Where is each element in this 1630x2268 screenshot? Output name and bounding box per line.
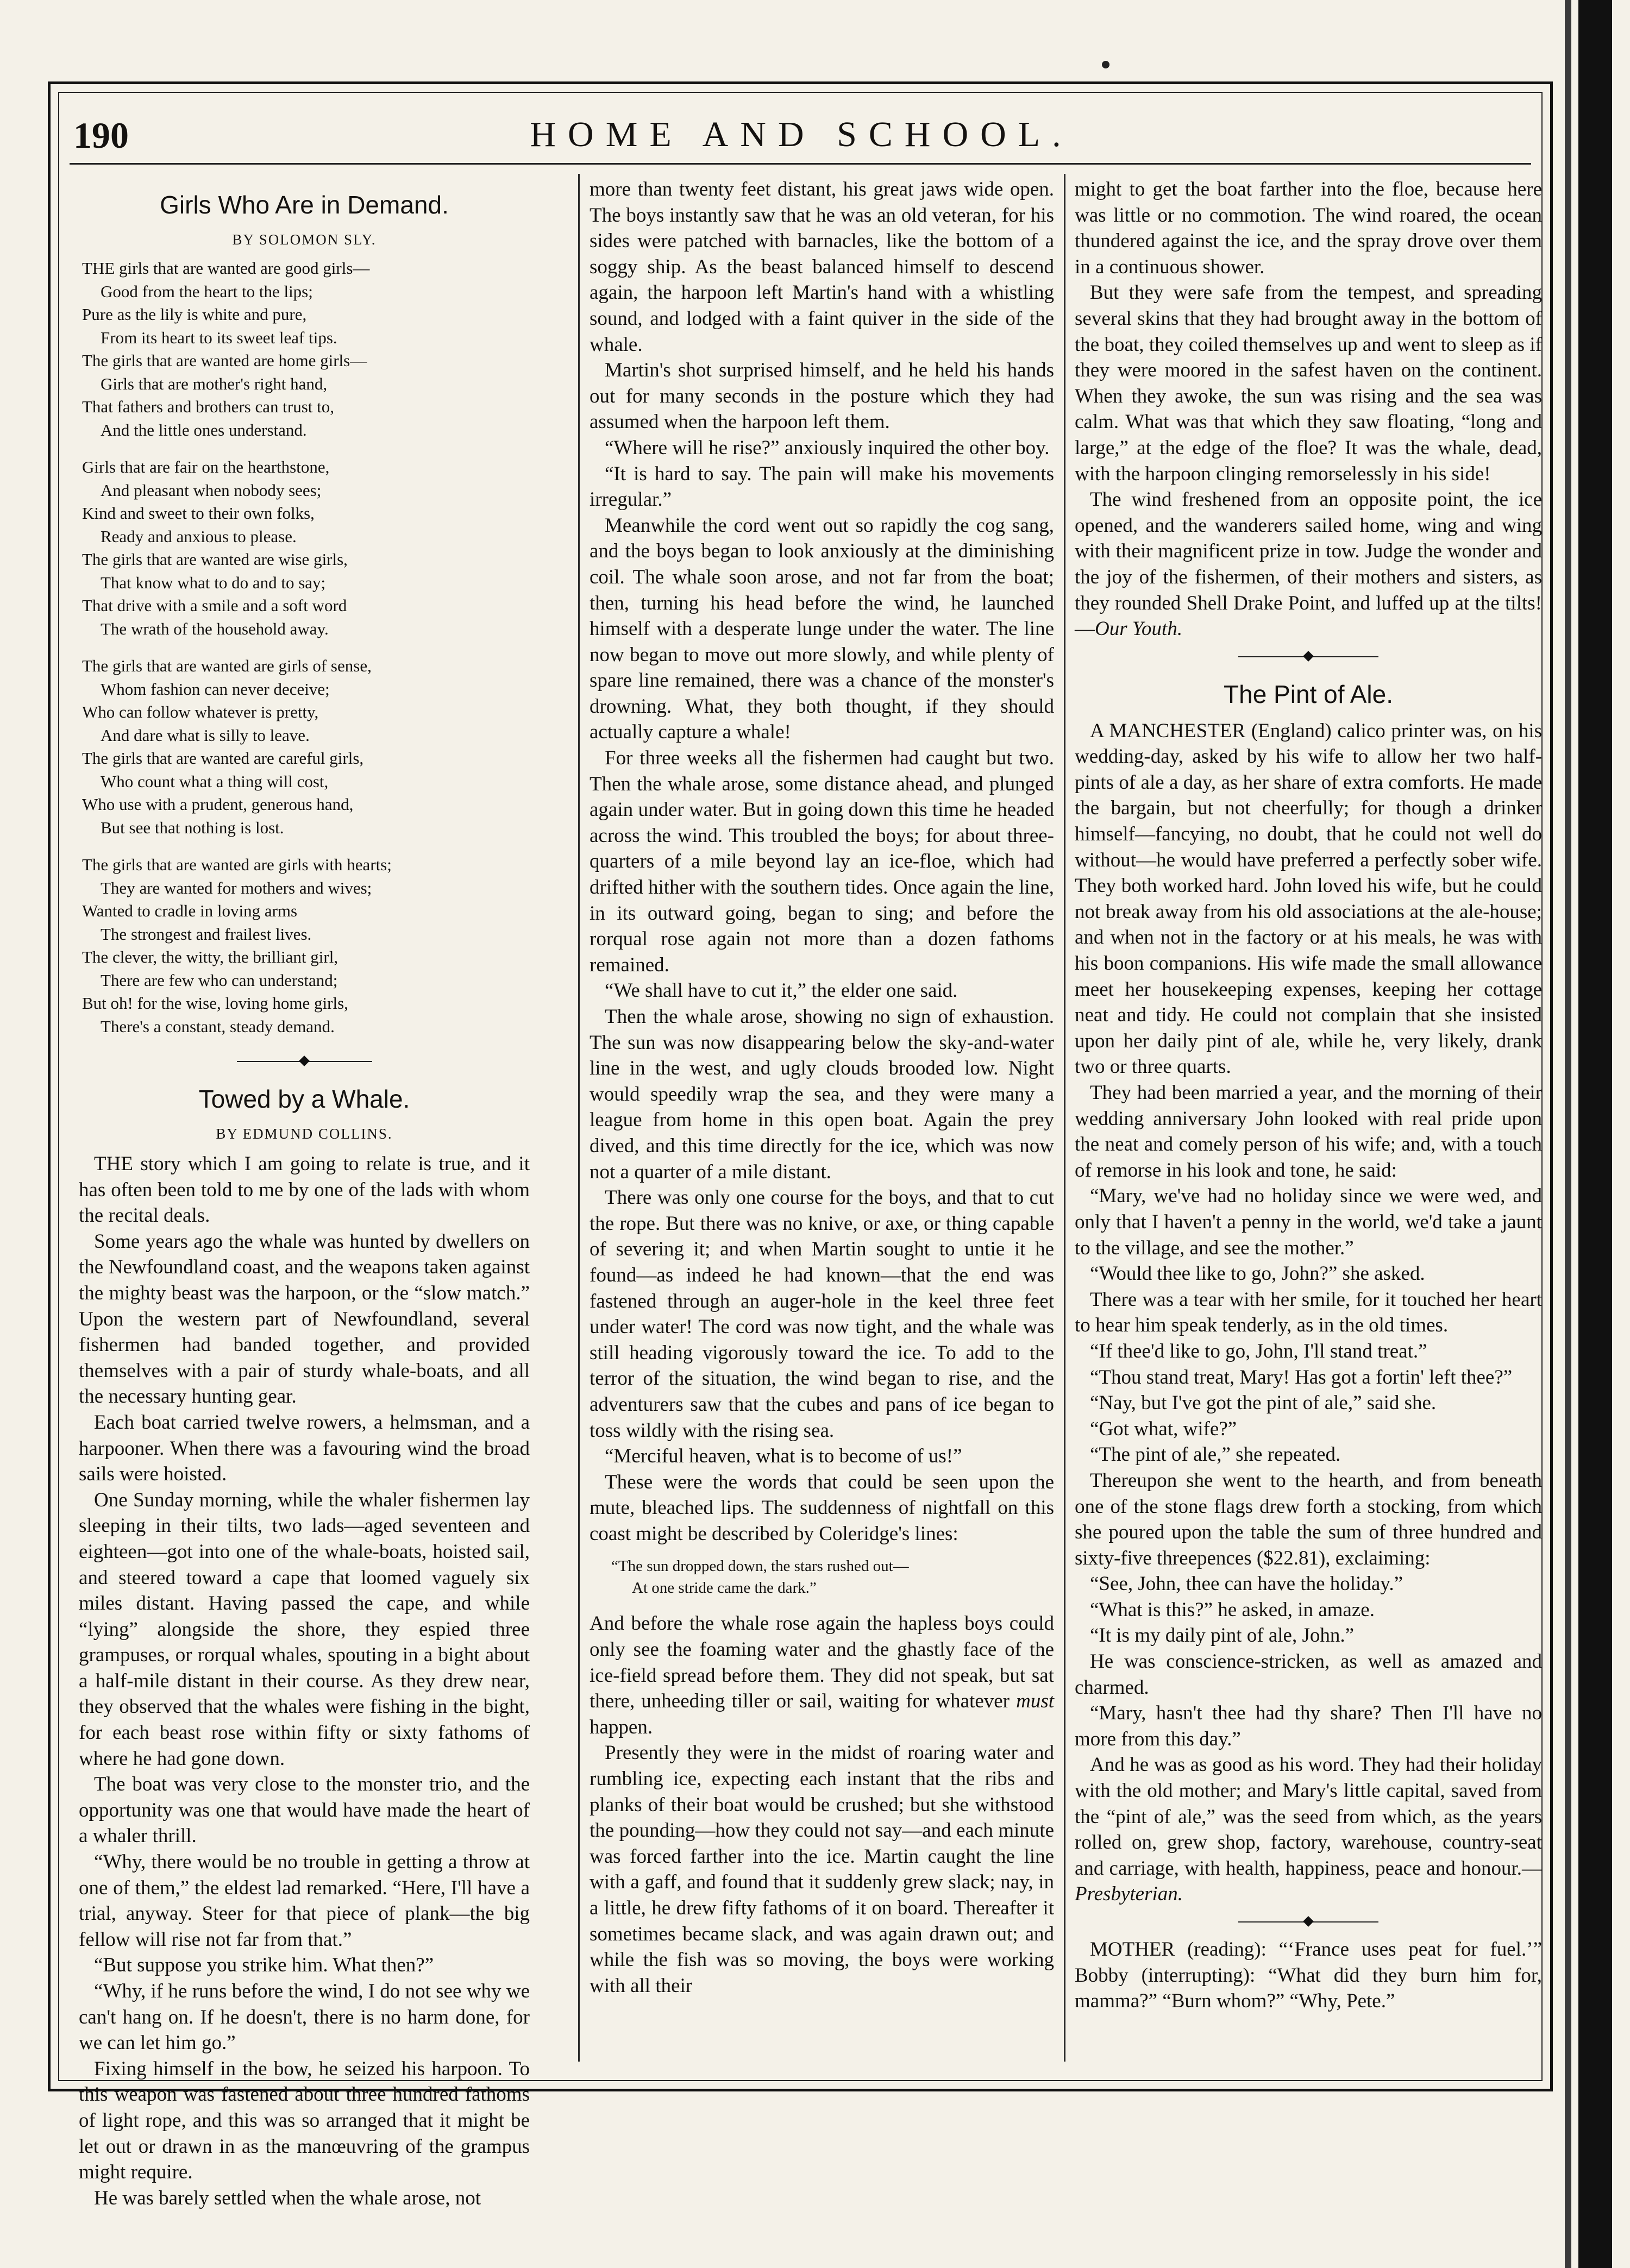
column-2 <box>590 177 1054 2072</box>
source-credit: Presbyterian. <box>1075 1883 1183 1906</box>
paragraph: Each boat carried twelve rowers, a helmsman, and a harpooner. When there was a favouring wind the broad sails were hoisted. <box>79 1411 530 1486</box>
poem-line: Whom fashion can never deceive; <box>101 679 330 699</box>
article-byline: BY SOLOMON SLY. <box>232 231 377 248</box>
paragraph: There was a tear with her smile, for it touched her heart to hear him speak tenderly, as in the old times. <box>1075 1288 1542 1337</box>
paragraph: “The pint of ale,” she repeated. <box>1090 1443 1341 1466</box>
section-divider <box>79 1052 530 1071</box>
printer-mark <box>1102 61 1109 68</box>
poem-line: The clever, the witty, the brilliant girl, <box>82 947 338 966</box>
paragraph: And before the whale rose again the hapless boys could only see the foaming water and the ghastly face of the ice-field spread before them. They did not speak, but sat there, unheeding tiller or sail, waiting for whatever must happen. <box>590 1612 1054 1738</box>
article-title: Towed by a Whale. <box>198 1085 410 1113</box>
poem-line: That drive with a smile and a soft word <box>82 596 347 615</box>
paragraph: Fixing himself in the bow, he seized his harpoon. To this weapon was fastened about three hundred fathoms of light rope, and this was so arranged that it might be let out or drawn in as the manœuvring of the grampus might require. <box>79 2057 530 2184</box>
paragraph: And he was as good as his word. They had their holiday with the old mother; and Mary's little capital, saved from the “pint of ale,” was the seed from which, as the years rolled on, grew shop, factory, warehouse, country-seat and carriage, with health, happiness, peace and honour.—Presbyterian. <box>1075 1754 1542 1906</box>
binding-spine <box>1578 0 1612 2268</box>
paragraph: Some years ago the whale was hunted by dwellers on the Newfoundland coast, and the weapons taken against the mighty beast was the harpoon, or the “slow match.” Upon the western part of Newfoundland, several fishermen had banded together, and provided themselves with a pair of sturdy whale-boats, and all the necessary hunting gear. <box>79 1230 530 1408</box>
poem-line: Who use with a prudent, generous hand, <box>82 795 354 814</box>
poem-line: Girls that are fair on the hearthstone, <box>82 457 330 476</box>
paragraph: “Got what, wife?” <box>1090 1417 1237 1440</box>
poem-line: That fathers and brothers can trust to, <box>82 397 334 416</box>
poem-line: The girls that are wanted are home girls— <box>82 351 367 370</box>
poem-line: The girls that are wanted are girls with hearts; <box>82 855 392 874</box>
paragraph: THE story which I am going to relate is true, and it has often been told to me by one of the lads with whom the recital deals. <box>79 1153 530 1227</box>
paragraph: “Thou stand treat, Mary! Has got a fortin' left thee?” <box>1090 1366 1513 1389</box>
page-header <box>73 111 1529 163</box>
paragraph: The boat was very close to the monster trio, and the opportunity was one that would have made the heart of a whaler thrill. <box>79 1773 530 1848</box>
column-3 <box>1075 177 1542 2072</box>
poem-line: Pure as the lily is white and pure, <box>82 305 307 324</box>
column-rule <box>578 174 580 2062</box>
paragraph: “We shall have to cut it,” the elder one said. <box>605 979 958 1002</box>
paragraph: “What is this?” he asked, in amaze. <box>1090 1598 1375 1621</box>
poem-stanza <box>79 655 530 839</box>
paragraph: These were the words that could be seen upon the mute, bleached lips. The suddenness of nightfall on this coast might be described by Coleridge's lines: <box>590 1471 1054 1545</box>
paragraph: He was conscience-stricken, as well as amazed and charmed. <box>1075 1650 1542 1699</box>
paragraph: Then the whale arose, showing no sign of exhaustion. The sun was now disappearing below the sky-and-water line in the west, and ugly clouds brooded low. Night would speedily wrap the sea, and they were many a league from home in this open boat. Again the prey dived, and this time directly for the ice, which was now not a quarter of a mile distant. <box>590 1006 1054 1183</box>
poem-line: They are wanted for mothers and wives; <box>101 878 372 897</box>
poem-line: The strongest and frailest lives. <box>101 924 312 944</box>
poem-line: But oh! for the wise, loving home girls, <box>82 994 348 1013</box>
poem-line: The girls that are wanted are wise girls, <box>82 550 348 569</box>
paragraph: “Where will he rise?” anxiously inquired the other boy. <box>605 436 1050 459</box>
poem-line: And the little ones understand. <box>101 420 307 439</box>
header-rule <box>70 163 1531 165</box>
masthead: HOME AND SCHOOL. <box>530 115 1073 154</box>
poem-line: Girls that are mother's right hand, <box>101 374 328 393</box>
paragraph: Presently they were in the midst of roaring water and rumbling ice, expecting each instant that the ribs and planks of their boat would be crushed; but she withstood the pounding—how they could not say—and each minute was forced farther into the ice. Martin caught the line with a gaff, and found that it suddenly grew slack; nay, in a little, he drew fifty fathoms of it on board. Thereafter it sometimes became slack, and was again drawn out; and while the fish was so moving, the boys were working with all their <box>590 1742 1054 1997</box>
article-title: The Pint of Ale. <box>1224 680 1393 708</box>
poem-line: And dare what is silly to leave. <box>101 725 310 745</box>
paragraph: “See, John, thee can have the holiday.” <box>1090 1573 1403 1595</box>
quote-line: At one stride came the dark.” <box>632 1579 817 1597</box>
poem-line: THE girls that are wanted are good girls— <box>82 259 370 278</box>
poem-line: The wrath of the household away. <box>101 619 329 638</box>
quote-line: “The sun dropped down, the stars rushed out— <box>611 1557 909 1575</box>
paragraph: “Mary, we've had no holiday since we were wed, and only that I haven't a penny in the world, we'd take a jaunt to the village, and see the mother.” <box>1075 1185 1542 1259</box>
paragraph: For three weeks all the fishermen had caught but two. Then the whale arose, some distance ahead, and plunged again under water. But in going down this time he headed across the wind. This troubled the boys; for about three-quarters of a mile beyond lay an ice-floe, which had drifted hither with the southern tides. Once again the line, in its outward going, began to sing; and before the rorqual rose again not more than a dozen fathoms remained. <box>590 747 1054 976</box>
paragraph: “Why, there would be no trouble in getting a throw at one of them,” the eldest lad remarked. “Here, I'll have a trial, anyway. Steer for that piece of plank—the big fellow will rise not far from that.” <box>79 1851 530 1951</box>
paragraph: “Why, if he runs before the wind, I do not see why we can't hang on. If he doesn't, there is no harm done, for we can let him go.” <box>79 1980 530 2055</box>
page-number: 190 <box>73 115 129 156</box>
poem-line: Good from the heart to the lips; <box>101 281 313 301</box>
binding-edge <box>1565 0 1571 2268</box>
paragraph: A MANCHESTER (England) calico printer was, on his wedding-day, asked by his wife to allow her two half-pints of ale a day, as her share of extra comforts. He made the bargain, but not cheerfully; for though a drinker himself—fancying, no doubt, that he could not well do without—he would have preferred a perfectly sober wife. They both worked hard. John loved his wife, but he could not break away from his old associations at the ale-house; and when not in the factory or at his meals, he was with his boon companions. His wife made the small allowance meet her housekeeping expenses, keeping her cottage neat and tidy. He could not complain that she insisted upon her daily pint of ale, while he, very likely, drank two or three quarts. <box>1075 719 1542 1078</box>
paragraph: Meanwhile the cord went out so rapidly the cog sang, and the boys began to look anxiously at the diminishing coil. The whale soon arose, and not far from the boat; then, turning his head before the wind, he launched himself with a desperate lunge under the water. The line now began to move out more slowly, and while plenty of spare line remained, there was a chance of the monster's drowning. What, they both thought, if they should actually capture a whale! <box>590 514 1054 744</box>
poem-line: From its heart to its sweet leaf tips. <box>101 328 337 347</box>
paragraph: “It is my daily pint of ale, John.” <box>1090 1624 1355 1647</box>
paragraph: Thereupon she went to the hearth, and from beneath one of the stone flags drew forth a stocking, from which she poured upon the table the sum of three hundred and sixty-five threepences ($22.81), exclaiming: <box>1075 1469 1542 1569</box>
paragraph: MOTHER (reading): “‘France uses peat for fuel.’” Bobby (interrupting): “What did they burn him for, mamma?” “Burn whom?” “Why, Pete.” <box>1075 1938 1542 2013</box>
section-divider <box>1075 648 1542 666</box>
article-byline: BY EDMUND COLLINS. <box>216 1126 393 1142</box>
poem-stanza <box>79 853 530 1038</box>
paragraph: He was barely settled when the whale arose, not <box>94 2187 481 2209</box>
paragraph: “Mary, hasn't thee had thy share? Then I'll have no more from this day.” <box>1075 1702 1542 1750</box>
column-1 <box>79 177 530 2209</box>
paragraph: But they were safe from the tempest, and spreading several skins that they had brought away in the bottom of the boat, they coiled themselves up and went to sleep as if they were moored in the safest haven on the continent. When they awoke, the sun was rising and the sea was calm. What was that which they saw floating, “long and large,” at the edge of the floe? It was the whale, dead, with the harpoon clinging remorselessly in his side! <box>1075 281 1542 485</box>
poem-line: But see that nothing is lost. <box>101 818 284 837</box>
paragraph: “Nay, but I've got the pint of ale,” said she. <box>1090 1392 1437 1415</box>
poem-line: Wanted to cradle in loving arms <box>82 901 298 920</box>
paragraph: “Would thee like to go, John?” she asked. <box>1090 1262 1425 1285</box>
paragraph: “If thee'd like to go, John, I'll stand treat.” <box>1090 1340 1427 1362</box>
poem-stanza <box>79 456 530 640</box>
paragraph: There was only one course for the boys, and that to cut the rope. But there was no knive, or axe, or thing capable of severing it; and when Martin sought to untie it he found—as indeed he had known—that the end was fastened through an auger-hole in the keel three feet under water! The cord was now tight, and the whale was still heading vigorously toward the ice. To add to the terror of the situation, the wind began to rise, and the adventurers saw that the cubes and pans of ice began to toss wildly with the rising sea. <box>590 1186 1054 1442</box>
poem-line: There's a constant, steady demand. <box>101 1016 335 1036</box>
poem-line: Ready and anxious to please. <box>101 526 297 546</box>
poem-line: That know what to do and to say; <box>101 573 326 592</box>
poem-line: Who count what a thing will cost, <box>101 771 329 791</box>
paragraph: might to get the boat farther into the floe, because here was little or no commotion. The wind roared, the ocean thundered against the ice, and the spray drove over them in a continuous shower. <box>1075 178 1542 278</box>
paragraph: Martin's shot surprised himself, and he held his hands out for many seconds in the posture which they had assumed when the harpoon left them. <box>590 359 1054 434</box>
section-divider <box>1075 1913 1542 1931</box>
source-credit: Our Youth. <box>1095 618 1183 640</box>
paragraph: “But suppose you strike him. What then?” <box>94 1954 434 1977</box>
paragraph: “It is hard to say. The pain will make his movements irregular.” <box>590 462 1054 511</box>
poem-line: There are few who can understand; <box>101 970 338 990</box>
paragraph: more than twenty feet distant, his great jaws wide open. The boys instantly saw that he was an old veteran, for his sides were patched with barnacles, like the bottom of a soggy ship. As the beast balanced himself to descend again, the harpoon left Martin's hand with a whistling sound, and lodged with a faint quiver in the side of the whale. <box>590 178 1054 356</box>
verse-quote <box>590 1555 1054 1599</box>
poem-stanza <box>79 257 530 442</box>
article-title: Girls Who Are in Demand. <box>160 191 449 219</box>
poem-line: And pleasant when nobody sees; <box>101 480 322 500</box>
poem-line: The girls that are wanted are girls of sense, <box>82 656 372 675</box>
poem-line: Who can follow whatever is pretty, <box>82 702 319 721</box>
poem <box>79 257 530 1038</box>
poem-line: Kind and sweet to their own folks, <box>82 504 315 523</box>
poem-line: The girls that are wanted are careful girls, <box>82 749 364 768</box>
paragraph: The wind freshened from an opposite point, the ice opened, and the wanderers sailed home, wing and wing with their magnificent prize in tow. Judge the wonder and the joy of the fishermen, of their mothers and sisters, as they rounded Shell Drake Point, and luffed up at the tilts!—Our Youth. <box>1075 488 1542 640</box>
paragraph: “Merciful heaven, what is to become of us!” <box>605 1445 962 1468</box>
column-rule <box>1064 174 1065 2062</box>
paragraph: One Sunday morning, while the whaler fishermen lay sleeping in their tilts, two lads—aged seventeen and eighteen—got into one of the whale-boats, hoisted sail, and steered toward a cape that loomed vaguely six miles distant. Having passed the cape, and while “lying” alongside the shore, they espied three grampuses, or rorqual whales, spouting in a bight about a half-mile distant in their course. As they drew near, they observed that the whales were fishing in the bight, for each beast rose within fifty or sixty fathoms of where he had gone down. <box>79 1488 530 1770</box>
paragraph: They had been married a year, and the morning of their wedding anniversary John looked with real pride upon the neat and comely person of his wife; and, with a touch of remorse in his look and tone, he said: <box>1075 1082 1542 1182</box>
